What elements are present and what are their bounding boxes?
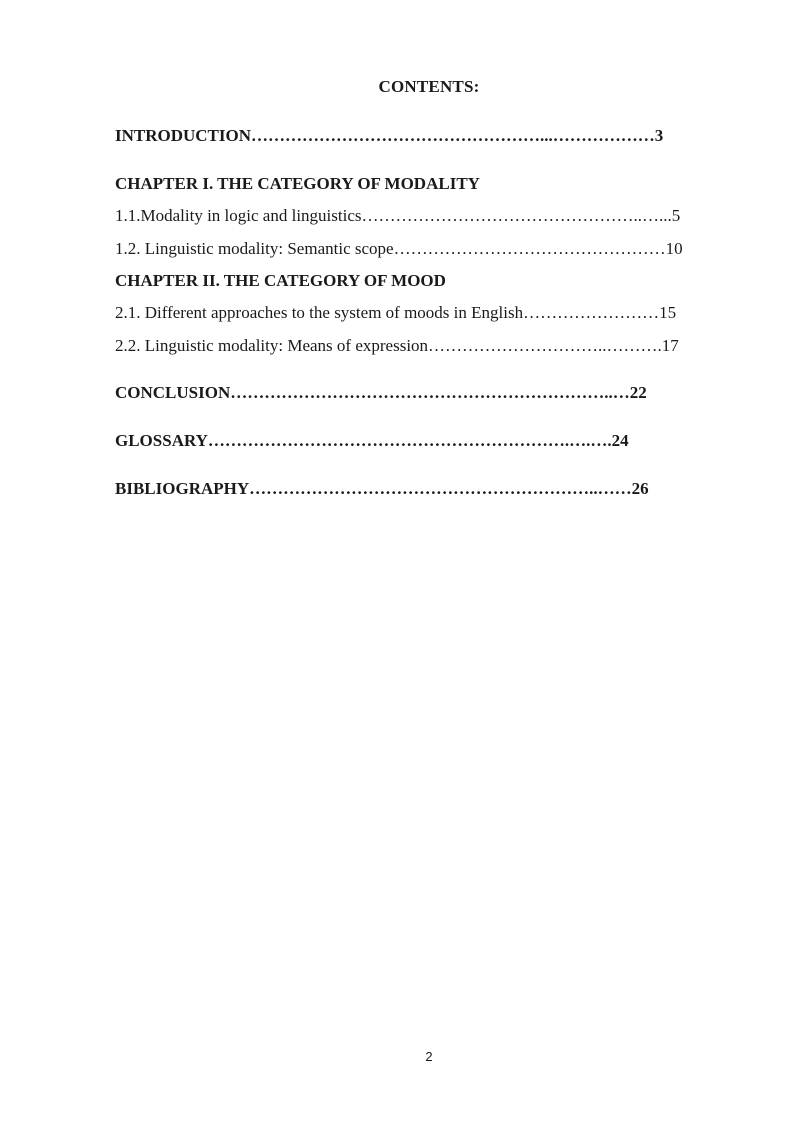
toc-entry-1-2[interactable]: 1.2. Linguistic modality: Semantic scope…………………………………………10	[115, 239, 683, 258]
toc-entry-introduction[interactable]: INTRODUCTION……………………………………………...………………3	[115, 126, 664, 145]
page-number: 2	[425, 1049, 433, 1064]
toc-entry-1-1[interactable]: 1.1.Modality in logic and linguistics…………………………………………..…...5	[115, 206, 681, 225]
chapter-heading-2[interactable]: CHAPTER II. THE CATEGORY OF MOOD	[115, 271, 446, 290]
toc-entry-bibliography[interactable]: BIBLIOGRAPHY……………………………………………………..……26	[115, 479, 649, 498]
toc-entry-glossary[interactable]: GLOSSARY……………………………………………………….….….24	[115, 431, 629, 450]
toc-entry-2-2[interactable]: 2.2. Linguistic modality: Means of expression…………………………..……….17	[115, 336, 679, 355]
toc-entry-conclusion[interactable]: CONCLUSION…………………………………………………………..…22	[115, 383, 647, 402]
chapter-heading-1[interactable]: CHAPTER I. THE CATEGORY OF MODALITY	[115, 174, 480, 193]
toc-entry-2-1[interactable]: 2.1. Different approaches to the system of moods in English……………………15	[115, 303, 677, 322]
page-title: CONTENTS:	[378, 77, 480, 96]
